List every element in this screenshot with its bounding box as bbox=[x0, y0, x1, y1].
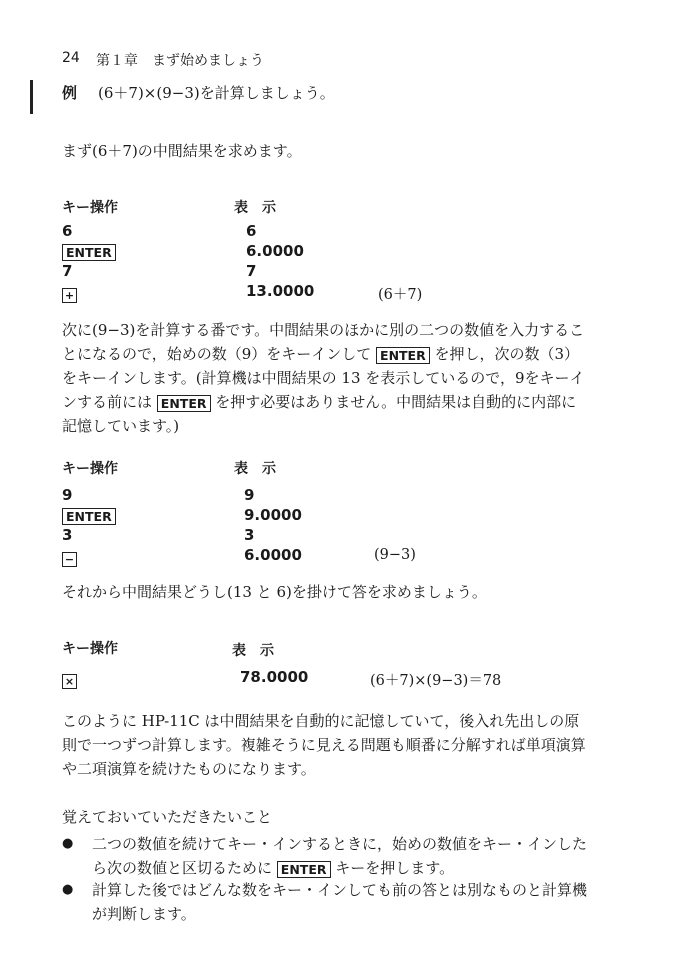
remember-item-2: 計算した後ではどんな数をキー・インしても前の答とは別なものと計算機が判断します。 bbox=[92, 881, 588, 923]
table1-display-4: 13.0000 bbox=[246, 282, 315, 300]
table1-header-display: 表 示 bbox=[234, 200, 276, 216]
table1-display-1: 6 bbox=[246, 222, 257, 240]
chapter-title: 第１章 まず始めましょう bbox=[96, 53, 264, 69]
page-number: 24 bbox=[62, 50, 80, 66]
table2-display-1: 9 bbox=[244, 486, 255, 504]
table1-display-3: 7 bbox=[246, 262, 257, 280]
bullet-icon: ● bbox=[62, 882, 74, 897]
para1-text-2: を押し，次の数（3）をキーインします。(計算機は中間結果の 13 を表示しているので，9をキーインする前には bbox=[62, 345, 585, 411]
table1-display-2: 6.0000 bbox=[246, 242, 304, 260]
table1-note-4: (6＋7) bbox=[378, 287, 423, 303]
intro-text: まず(6＋7)の中間結果を求めます。 bbox=[62, 142, 302, 160]
para1-text-3: を押す必要はありません。中間結果は自動的に内部に記憶しています。) bbox=[62, 393, 577, 435]
enter-key: ENTER bbox=[157, 395, 211, 412]
table3-header-display: 表 示 bbox=[232, 643, 274, 659]
table2-key-3: 3 bbox=[62, 526, 73, 544]
table3-header-key: キー操作 bbox=[62, 641, 118, 657]
example-text: (6＋7)×(9−3)を計算しましょう。 bbox=[98, 84, 335, 102]
remember-title: 覚えておいていただきたいこと bbox=[62, 808, 273, 826]
table3-note-1: (6＋7)×(9−3)＝78 bbox=[370, 673, 502, 689]
margin-marker bbox=[30, 80, 33, 114]
enter-key: ENTER bbox=[62, 508, 116, 525]
remember-item-1-text-2: キーを押します。 bbox=[335, 859, 455, 877]
table2-note-4: (9−3) bbox=[374, 547, 416, 563]
table2-display-2: 9.0000 bbox=[244, 506, 302, 524]
enter-key: ENTER bbox=[277, 861, 331, 878]
table1-header-key: キー操作 bbox=[62, 200, 118, 216]
table2-header-display: 表 示 bbox=[234, 461, 276, 477]
paragraph-1 bbox=[62, 318, 590, 438]
table1-key-1: 6 bbox=[62, 222, 73, 240]
paragraph-2: それから中間結果どうし(13 と 6)を掛けて答を求めましょう。 bbox=[62, 583, 487, 601]
table2-key-2 bbox=[62, 506, 116, 525]
enter-key: ENTER bbox=[62, 244, 116, 261]
multiply-key: × bbox=[62, 674, 77, 689]
table3-display-1: 78.0000 bbox=[240, 668, 309, 686]
enter-key: ENTER bbox=[376, 347, 430, 364]
table1-key-3: 7 bbox=[62, 262, 73, 280]
table2-display-3: 3 bbox=[244, 526, 255, 544]
plus-key: + bbox=[62, 288, 77, 303]
paragraph-3: このように HP-11C は中間結果を自動的に記憶していて，後入れ先出しの原則で一つずつ計算します。複雑そうに見える問題も順番に分解すれば単項演算や二項演算を続けたものになります。 bbox=[62, 712, 586, 778]
table2-key-1: 9 bbox=[62, 486, 73, 504]
table2-key-4 bbox=[62, 548, 77, 567]
table3-key-1 bbox=[62, 670, 77, 689]
example-label: 例 bbox=[62, 84, 78, 102]
remember-item-1-text-1: 二つの数値を続けてキー・インするときに，始めの数値をキー・インしたら次の数値と区切るために bbox=[92, 835, 588, 877]
table2-display-4: 6.0000 bbox=[244, 546, 302, 564]
table2-header-key: キー操作 bbox=[62, 461, 118, 477]
para1-text-1: 次に(9−3)を計算する番です。中間結果のほかに別の二つの数値を入力することになるので，始めの数（9）をキーインして bbox=[62, 321, 585, 363]
minus-key: − bbox=[62, 552, 77, 567]
table1-key-2 bbox=[62, 242, 116, 261]
table1-key-4 bbox=[62, 284, 77, 303]
bullet-icon: ● bbox=[62, 836, 74, 851]
remember-item-1 bbox=[92, 832, 592, 880]
